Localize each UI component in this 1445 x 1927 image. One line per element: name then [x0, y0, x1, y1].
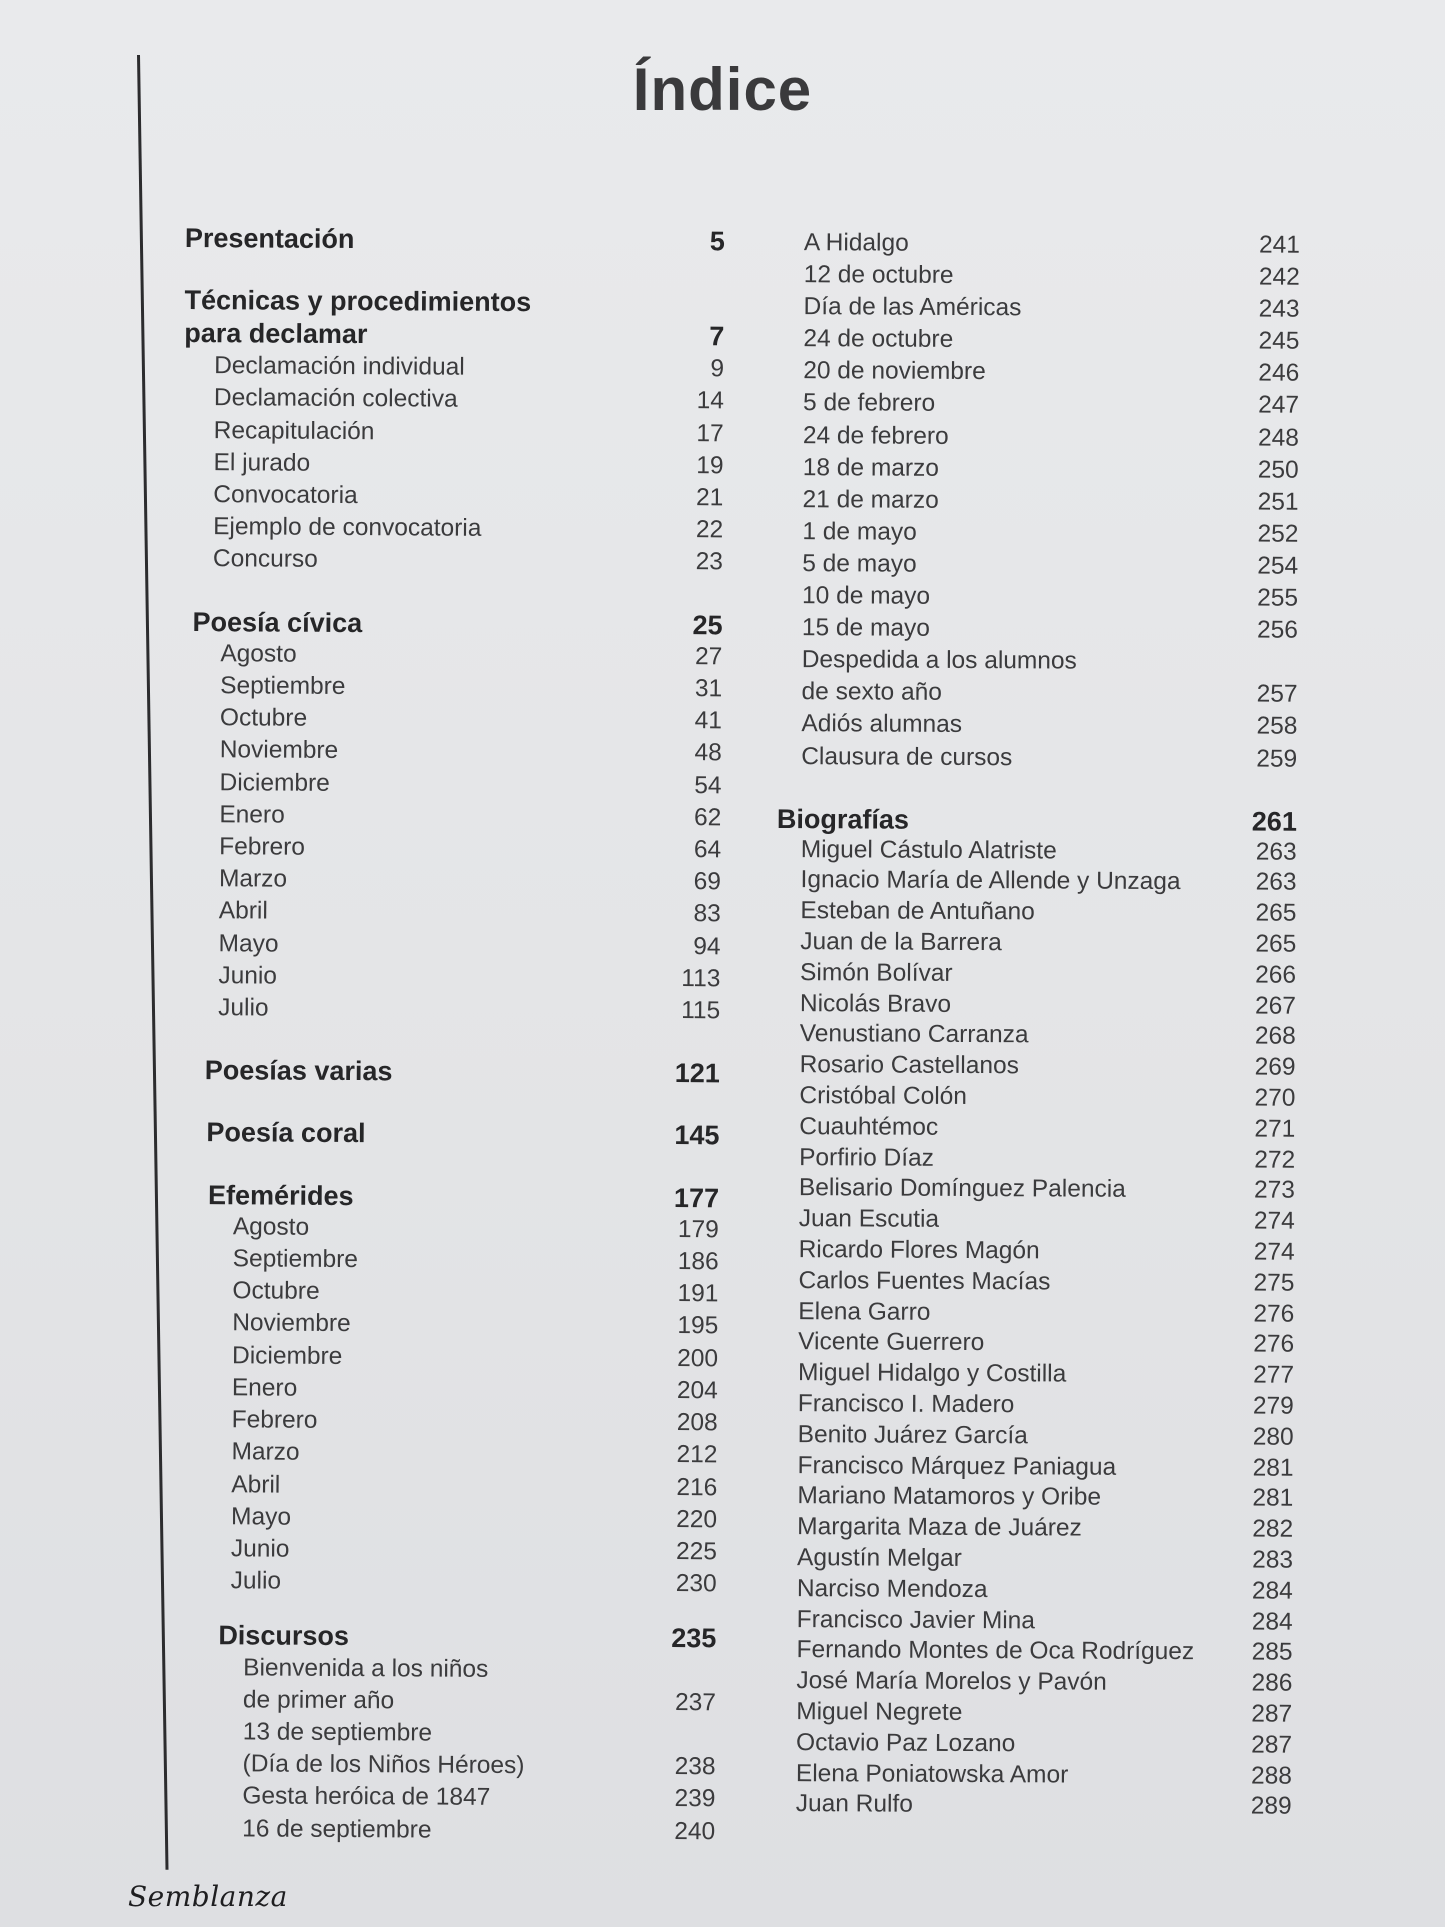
entry-page: 284	[1251, 1577, 1293, 1605]
toc-heading-poesias-varias	[180, 1054, 720, 1090]
toc-entry	[772, 1728, 1292, 1762]
entry-page: 266	[1255, 961, 1297, 989]
heading-label: Discursos	[218, 1620, 350, 1652]
entry-page: 288	[1250, 1762, 1292, 1790]
toc-entry	[779, 355, 1299, 390]
toc-entry	[177, 1468, 717, 1504]
heading-label: Biografías	[776, 803, 910, 835]
entry-page: 21	[695, 484, 724, 512]
tecnicas-list	[183, 350, 724, 579]
entry-page: 115	[681, 997, 721, 1025]
discursos-list	[175, 1651, 716, 1848]
entry-page: 54	[694, 771, 722, 799]
toc-heading-poesia-civica	[182, 606, 722, 642]
entry-page: 252	[1257, 520, 1299, 548]
heading-label: para declamar	[184, 318, 368, 350]
entry-page: 255	[1257, 584, 1299, 612]
entry-label: de primer año	[242, 1686, 395, 1715]
toc-entry	[775, 1204, 1295, 1238]
entry-page: 195	[677, 1312, 719, 1340]
entry-page: 208	[676, 1409, 718, 1437]
entry-page: 204	[676, 1376, 718, 1405]
entry-label: Cuauhtémoc	[799, 1112, 939, 1141]
entry-page: 265	[1255, 930, 1297, 958]
entry-label: Junio	[218, 962, 278, 990]
entry-page: 277	[1253, 1361, 1295, 1389]
entry-label: 15 de mayo	[801, 614, 931, 642]
toc-entry	[180, 928, 720, 964]
toc-entry	[182, 638, 722, 674]
entry-page: 287	[1251, 1731, 1293, 1759]
entry-page: 275	[1253, 1269, 1295, 1297]
entry-label: A Hidalgo	[803, 229, 909, 257]
entry-label: 24 de octubre	[803, 325, 954, 354]
entry-page: 276	[1253, 1330, 1295, 1359]
toc-entry	[773, 1512, 1293, 1546]
toc-entry	[777, 740, 1297, 775]
toc-entry	[775, 1143, 1295, 1177]
entry-label: Belisario Domínguez Palencia	[798, 1174, 1126, 1204]
entry-label: Abril	[218, 897, 268, 925]
toc-entry	[182, 702, 722, 738]
toc-entry	[777, 676, 1297, 711]
entry-label: Narciso Mendoza	[796, 1574, 988, 1603]
toc-entry	[776, 958, 1296, 992]
entry-label: 18 de marzo	[802, 453, 939, 482]
entry-page: 243	[1258, 295, 1300, 323]
toc-entry	[176, 1684, 716, 1720]
entry-page: 191	[677, 1280, 719, 1308]
entry-label: Ignacio María de Allende y Unzaga	[800, 866, 1181, 896]
toc-entry	[775, 1235, 1295, 1269]
entry-page: 14	[696, 387, 724, 415]
toc-entry	[778, 612, 1298, 647]
entry-page: 274	[1253, 1207, 1295, 1235]
toc-entry	[183, 447, 723, 483]
toc-entry	[177, 1533, 717, 1569]
toc-entry	[775, 1081, 1295, 1115]
toc-entry	[178, 1372, 718, 1408]
toc-entry	[773, 1451, 1293, 1485]
entry-label: Octubre	[219, 704, 308, 732]
entry-page: 239	[674, 1785, 716, 1813]
toc-entry	[175, 1748, 715, 1784]
entry-page: 263	[1255, 868, 1297, 897]
toc-entry	[184, 415, 724, 451]
toc-heading-discursos	[176, 1619, 716, 1655]
entry-page: 247	[1258, 391, 1300, 420]
heading-page: 261	[1251, 806, 1297, 837]
entry-page: 200	[677, 1344, 719, 1372]
entry-label: Noviembre	[219, 736, 339, 765]
entry-label: Declamación colectiva	[213, 384, 458, 414]
entry-page: 17	[696, 419, 724, 447]
entry-label: Rosario Castellanos	[799, 1051, 1019, 1080]
entry-page: 276	[1253, 1300, 1295, 1328]
entry-label: Octubre	[232, 1277, 320, 1306]
vertical-rule	[137, 55, 169, 1870]
toc-entry	[184, 382, 724, 418]
toc-entry	[778, 484, 1298, 519]
entry-page: 286	[1251, 1669, 1293, 1697]
entry-label: Porfirio Díaz	[799, 1143, 934, 1172]
entry-page: 22	[695, 516, 724, 544]
entry-page: 48	[694, 739, 722, 767]
discursos-continued-list	[777, 227, 1300, 775]
entry-page: 281	[1252, 1484, 1294, 1513]
toc-heading-tecnicas-line2	[184, 317, 724, 353]
toc-entry	[180, 960, 720, 996]
toc-entry	[181, 895, 721, 931]
toc-entry	[177, 1436, 717, 1472]
toc-entry	[779, 291, 1299, 326]
entry-label: Enero	[219, 801, 285, 829]
toc-entry	[776, 1050, 1296, 1084]
entry-page: 216	[676, 1473, 718, 1501]
toc-entry	[773, 1605, 1293, 1639]
entry-label: Francisco I. Madero	[797, 1390, 1015, 1419]
toc-heading-efemerides	[179, 1179, 719, 1215]
toc-entry	[181, 863, 721, 899]
entry-page: 282	[1252, 1515, 1294, 1543]
toc-entry	[776, 1019, 1296, 1053]
entry-page: 269	[1254, 1053, 1296, 1081]
entry-label: 21 de marzo	[802, 485, 939, 514]
toc-entry	[175, 1780, 715, 1816]
entry-label: Convocatoria	[213, 481, 358, 510]
heading-page: 145	[674, 1120, 720, 1151]
entry-page: 251	[1257, 488, 1299, 516]
toc-entry	[776, 927, 1296, 961]
heading-page: 5	[709, 226, 725, 257]
entry-page: 241	[1258, 231, 1300, 259]
toc-entry	[774, 1358, 1294, 1392]
entry-page: 263	[1255, 838, 1297, 866]
entry-label: Diciembre	[219, 768, 330, 797]
entry-page: 257	[1256, 680, 1298, 709]
entry-page: 27	[695, 642, 723, 671]
entry-label: Mariano Matamoros y Oribe	[797, 1482, 1102, 1512]
entry-label: 24 de febrero	[802, 421, 949, 450]
entry-label: Octavio Paz Lozano	[795, 1728, 1016, 1758]
entry-label: Bienvenida a los niños	[243, 1653, 489, 1683]
toc-entry	[774, 1327, 1294, 1361]
toc-entry	[179, 1243, 719, 1279]
entry-page: 242	[1258, 263, 1300, 291]
toc-entry	[773, 1481, 1293, 1515]
toc-entry	[772, 1666, 1292, 1700]
heading-label: Técnicas y procedimientos	[184, 285, 532, 318]
entry-label: Despedida a los alumnos	[801, 646, 1077, 675]
heading-page: 7	[709, 321, 725, 352]
entry-page: 254	[1257, 552, 1299, 580]
toc-entry	[183, 511, 723, 547]
entry-page: 23	[695, 548, 724, 576]
entry-label: Nicolás Bravo	[799, 989, 952, 1018]
heading-page: 121	[674, 1058, 720, 1089]
entry-label: Gesta heróica de 1847	[242, 1782, 491, 1812]
entry-page: 280	[1252, 1423, 1294, 1451]
entry-label: Noviembre	[232, 1309, 351, 1338]
entry-label: Adiós alumnas	[801, 710, 963, 739]
entry-page: 281	[1252, 1454, 1294, 1482]
entry-page: 267	[1254, 992, 1296, 1020]
entry-page: 238	[674, 1753, 716, 1781]
toc-entry	[178, 1340, 718, 1376]
toc-entry	[775, 1112, 1295, 1146]
entry-label: Francisco Javier Mina	[796, 1605, 1036, 1634]
toc-entry	[772, 1697, 1292, 1731]
entry-page: 31	[694, 675, 723, 703]
entry-label: Junio	[230, 1535, 290, 1563]
entry-label: Agosto	[232, 1213, 310, 1241]
entry-label: Juan Escutia	[798, 1205, 940, 1234]
heading-page: 177	[673, 1182, 720, 1213]
entry-label: Julio	[230, 1567, 282, 1595]
entry-page: 289	[1250, 1792, 1292, 1821]
toc-entry	[779, 420, 1299, 455]
entry-label: Recapitulación	[213, 416, 375, 445]
entry-page: 259	[1256, 745, 1298, 773]
entry-label: Marzo	[218, 865, 288, 893]
toc-heading-biografias	[777, 803, 1297, 838]
entry-label: Enero	[231, 1374, 298, 1402]
toc-heading-poesia-coral	[179, 1116, 719, 1152]
entry-label: Marzo	[231, 1438, 300, 1467]
toc-entry	[777, 835, 1297, 869]
entry-label: Clausura de cursos	[801, 742, 1013, 771]
toc-entry	[183, 543, 723, 579]
entry-label: Diciembre	[231, 1341, 343, 1370]
entry-page: 9	[710, 355, 725, 383]
toc-entry	[778, 644, 1298, 679]
entry-label: Juan Rulfo	[795, 1790, 913, 1819]
entry-label: Febrero	[219, 833, 306, 861]
toc-entry	[175, 1813, 715, 1849]
toc-entry	[774, 1266, 1294, 1300]
entry-label: de sexto año	[801, 678, 942, 707]
entry-page: 94	[693, 932, 721, 960]
toc-entry	[772, 1759, 1292, 1793]
entry-page: 245	[1258, 327, 1300, 356]
toc-entry	[779, 323, 1299, 358]
entry-label: Abril	[231, 1470, 281, 1499]
entry-page: 283	[1252, 1546, 1294, 1574]
biografias-list	[772, 835, 1297, 1823]
entry-label: Vicente Guerrero	[798, 1328, 985, 1357]
entry-label: El jurado	[213, 448, 311, 477]
entry-label: 16 de septiembre	[242, 1814, 432, 1844]
page-title: Índice	[632, 56, 813, 123]
heading-page: 25	[692, 609, 723, 640]
entry-page: 272	[1254, 1146, 1296, 1174]
toc-heading-tecnicas-line1	[184, 284, 724, 320]
entry-label: Elena Poniatowska Amor	[795, 1759, 1069, 1789]
toc-entry	[779, 387, 1299, 422]
toc-entry	[176, 1716, 716, 1752]
toc-entry	[772, 1789, 1292, 1823]
entry-page: 186	[677, 1248, 719, 1276]
entry-label: (Día de los Niños Héroes)	[242, 1750, 525, 1780]
entry-page: 113	[681, 964, 721, 993]
entry-label: Miguel Hidalgo y Costilla	[797, 1359, 1067, 1388]
toc-entry	[774, 1389, 1294, 1423]
entry-page: 287	[1251, 1700, 1293, 1728]
entry-page: 19	[696, 451, 724, 480]
toc-entry	[182, 670, 722, 706]
toc-right-column	[772, 227, 1300, 1823]
entry-label: 5 de febrero	[803, 389, 936, 418]
toc-entry	[780, 259, 1300, 294]
toc-entry	[774, 1297, 1294, 1331]
heading-label: Poesías varias	[204, 1055, 393, 1087]
toc-entry	[777, 708, 1297, 743]
entry-label: Carlos Fuentes Macías	[798, 1266, 1051, 1296]
entry-page: 41	[694, 707, 723, 735]
entry-page: 220	[676, 1505, 718, 1533]
entry-label: Agosto	[220, 640, 297, 668]
entry-page: 179	[677, 1215, 719, 1244]
toc-entry	[181, 767, 721, 803]
entry-page: 64	[693, 836, 722, 864]
toc-entry	[779, 452, 1299, 487]
heading-page: 235	[671, 1623, 717, 1654]
entry-page: 258	[1256, 712, 1298, 741]
heading-label: Poesía coral	[206, 1117, 366, 1149]
toc-entry	[182, 734, 722, 770]
toc-entry	[184, 350, 724, 386]
entry-label: Declamación individual	[214, 352, 465, 381]
entry-label: Margarita Maza de Juárez	[797, 1513, 1082, 1542]
entry-label: Ejemplo de convocatoria	[213, 513, 482, 543]
toc-entry	[772, 1635, 1292, 1669]
toc-entry	[775, 1173, 1295, 1207]
toc-entry	[778, 516, 1298, 551]
toc-entry	[181, 831, 721, 867]
heading-label: Efemérides	[207, 1179, 354, 1211]
entry-page: 256	[1256, 616, 1298, 644]
entry-label: Ricardo Flores Magón	[798, 1236, 1040, 1265]
entry-label: Venustiano Carranza	[799, 1020, 1029, 1049]
toc-entry	[778, 548, 1298, 583]
entry-label: Simón Bolívar	[800, 958, 953, 987]
entry-label: Miguel Negrete	[796, 1698, 963, 1726]
entry-page: 285	[1251, 1638, 1293, 1667]
entry-label: Miguel Cástulo Alatriste	[800, 835, 1057, 865]
entry-page: 268	[1254, 1022, 1296, 1051]
entry-page: 274	[1253, 1238, 1295, 1266]
entry-label: 1 de mayo	[802, 517, 917, 546]
entry-label: 10 de mayo	[801, 582, 931, 610]
entry-label: Benito Juárez García	[797, 1420, 1028, 1450]
entry-label: Septiembre	[232, 1245, 359, 1274]
toc-entry	[780, 227, 1300, 262]
toc-entry	[181, 799, 721, 835]
toc-heading-presentacion	[185, 222, 725, 258]
entry-label: 5 de mayo	[802, 550, 917, 578]
entry-page: 248	[1257, 424, 1299, 452]
toc-entry	[177, 1565, 717, 1601]
toc-entry	[183, 479, 723, 515]
entry-label: Agustín Melgar	[796, 1544, 962, 1572]
entry-page: 279	[1252, 1392, 1294, 1420]
entry-page: 273	[1254, 1176, 1296, 1205]
toc-entry	[776, 896, 1296, 930]
entry-label: Mayo	[231, 1503, 292, 1531]
entry-page: 225	[675, 1537, 717, 1566]
entry-page: 284	[1251, 1608, 1293, 1636]
entry-label: 20 de noviembre	[803, 357, 986, 386]
entry-label: Día de las Américas	[803, 293, 1022, 322]
heading-label: Presentación	[184, 222, 355, 255]
toc-entry	[778, 580, 1298, 615]
toc-entry	[774, 1420, 1294, 1454]
entry-page: 237	[674, 1688, 717, 1716]
heading-label: Poesía cívica	[192, 606, 363, 638]
entry-label: Fernando Montes de Oca Rodríguez	[796, 1636, 1195, 1666]
entry-page: 230	[675, 1570, 717, 1598]
entry-page: 83	[693, 900, 721, 928]
toc-entry	[180, 992, 720, 1028]
poesia-civica-list	[180, 638, 722, 1028]
entry-page: 69	[693, 868, 722, 896]
toc-entry	[176, 1651, 716, 1687]
toc-entry	[179, 1211, 719, 1247]
entry-label: Septiembre	[220, 672, 346, 701]
entry-label: Mayo	[218, 929, 279, 958]
entry-label: José María Morelos y Pavón	[796, 1667, 1107, 1696]
toc-entry	[178, 1307, 718, 1343]
entry-page: 212	[676, 1441, 718, 1469]
efemerides-list	[177, 1211, 719, 1601]
toc-entry	[776, 989, 1296, 1023]
entry-page: 62	[694, 803, 722, 832]
entry-label: 12 de octubre	[803, 261, 954, 290]
entry-label: Cristóbal Colón	[799, 1082, 968, 1111]
entry-label: Concurso	[212, 545, 318, 574]
entry-page: 271	[1254, 1115, 1296, 1143]
toc-entry	[178, 1275, 718, 1311]
entry-page: 265	[1255, 899, 1297, 927]
entry-label: Juan de la Barrera	[800, 928, 1002, 957]
entry-label: Elena Garro	[798, 1297, 931, 1326]
toc-entry	[773, 1574, 1293, 1608]
toc-left-column	[175, 222, 725, 1848]
entry-label: 13 de septiembre	[242, 1718, 433, 1747]
entry-page: 240	[674, 1817, 716, 1845]
entry-page: 246	[1258, 359, 1300, 388]
toc-entry	[773, 1543, 1293, 1577]
entry-label: Febrero	[231, 1406, 318, 1434]
toc-entry	[776, 865, 1296, 899]
entry-page: 250	[1257, 456, 1299, 484]
entry-label: Francisco Márquez Paniagua	[797, 1451, 1117, 1481]
entry-label: Esteban de Antuñano	[800, 897, 1035, 926]
toc-entry	[178, 1404, 718, 1440]
toc-entry	[177, 1501, 717, 1537]
entry-label: Julio	[218, 994, 269, 1022]
entry-page: 270	[1254, 1084, 1296, 1112]
signature: Semblanza	[128, 1880, 288, 1913]
